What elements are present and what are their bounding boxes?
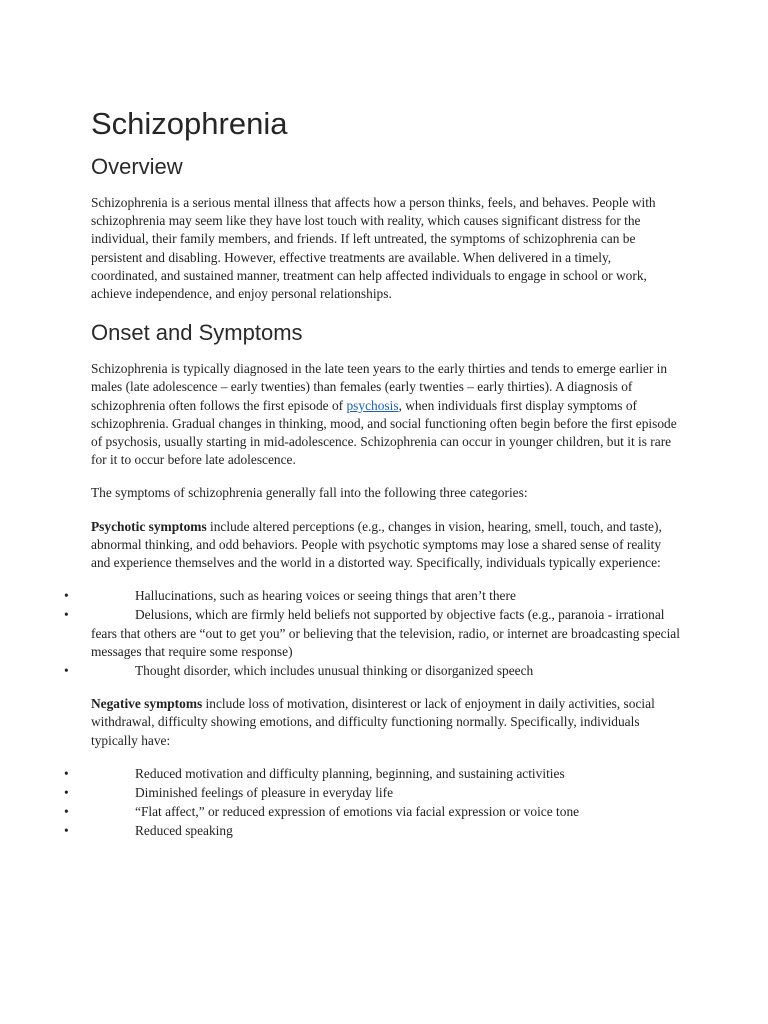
list-item: • Thought disorder, which includes unusual thinking or disorganized speech xyxy=(64,662,681,680)
categories-intro: The symptoms of schizophrenia generally fall into the following three categories: xyxy=(91,485,528,501)
negative-label: Negative symptoms xyxy=(91,696,203,712)
psychotic-list xyxy=(64,587,681,680)
document-page xyxy=(64,104,681,856)
bullet-icon: • xyxy=(64,588,69,604)
psychotic-paragraph xyxy=(91,518,681,573)
overview-heading: Overview xyxy=(91,154,183,179)
list-item: • “Flat affect,” or reduced expression of emotions via facial expression or voice tone xyxy=(64,803,681,821)
list-item: • Delusions, which are firmly held beliefs not supported by objective facts (e.g., paranoia - irrational fears that others are “out to get you” or believing that the television, radio, or internet are broadcasting special messages that require some response) xyxy=(64,607,680,659)
list-item: • Hallucinations, such as hearing voices or seeing things that aren’t there xyxy=(64,587,681,605)
negative-text: include loss of motivation, disinterest or lack of enjoyment in daily activities, social withdrawal, difficulty showing emotions, and difficulty functioning normally. Specifically, individuals typically have: xyxy=(91,696,655,748)
psychotic-text: include altered perceptions (e.g., changes in vision, hearing, smell, touch, and taste), abnormal thinking, and odd behaviors. People with psychotic symptoms may lose a shared sense of reality and experience themselves and the world in a distorted way. Specifically, individuals typically experience: xyxy=(91,518,662,571)
negative-list xyxy=(64,765,681,841)
negative-paragraph xyxy=(91,695,681,750)
document-title: Schizophrenia xyxy=(91,106,288,141)
psychosis-link[interactable]: psychosis xyxy=(346,397,399,413)
list-item: • Diminished feelings of pleasure in everyday life xyxy=(64,784,681,802)
bullet-icon: • xyxy=(64,765,69,781)
onset-text-after-link: , when individuals first display symptoms of schizophrenia. Gradual changes in thinking, mood, and social functioning often begin before the first episode of psychosis, usually starting in mid-adolescence. Schizophrenia can occur in younger children, but it is rare for it to occur before late adolescence. xyxy=(91,397,677,468)
onset-text-before-link: Schizophrenia is typically diagnosed in the late teen years to the early thirties and tends to emerge earlier in males (late adolescence – early twenties) than females (early twenties – early thirties). A diagnosis of schizophrenia often follows the first episode of xyxy=(91,361,668,413)
onset-heading: Onset and Symptoms xyxy=(91,320,303,346)
bullet-icon: • xyxy=(64,785,69,801)
psychotic-label: Psychotic symptoms xyxy=(91,518,207,534)
bullet-icon: • xyxy=(64,663,69,679)
bullet-icon: • xyxy=(64,823,69,839)
list-item: • Reduced speaking xyxy=(64,822,681,840)
bullet-icon: • xyxy=(64,607,69,623)
onset-paragraph xyxy=(91,360,681,469)
overview-paragraph: Schizophrenia is a serious mental illness that affects how a person thinks, feels, and behaves. People with schizophrenia may seem like they have lost touch with reality, which causes significant distress for the individual, their family members, and friends. If left untreated, the symptoms of schizophrenia can be persistent and disabling. However, effective treatments are available. When delivered in a timely, coordinated, and sustained manner, treatment can help affected individuals to engage in school or work, achieve independence, and enjoy personal relationships. xyxy=(91,195,656,302)
list-item: • Reduced motivation and difficulty planning, beginning, and sustaining activities xyxy=(64,765,681,783)
bullet-icon: • xyxy=(64,804,69,820)
